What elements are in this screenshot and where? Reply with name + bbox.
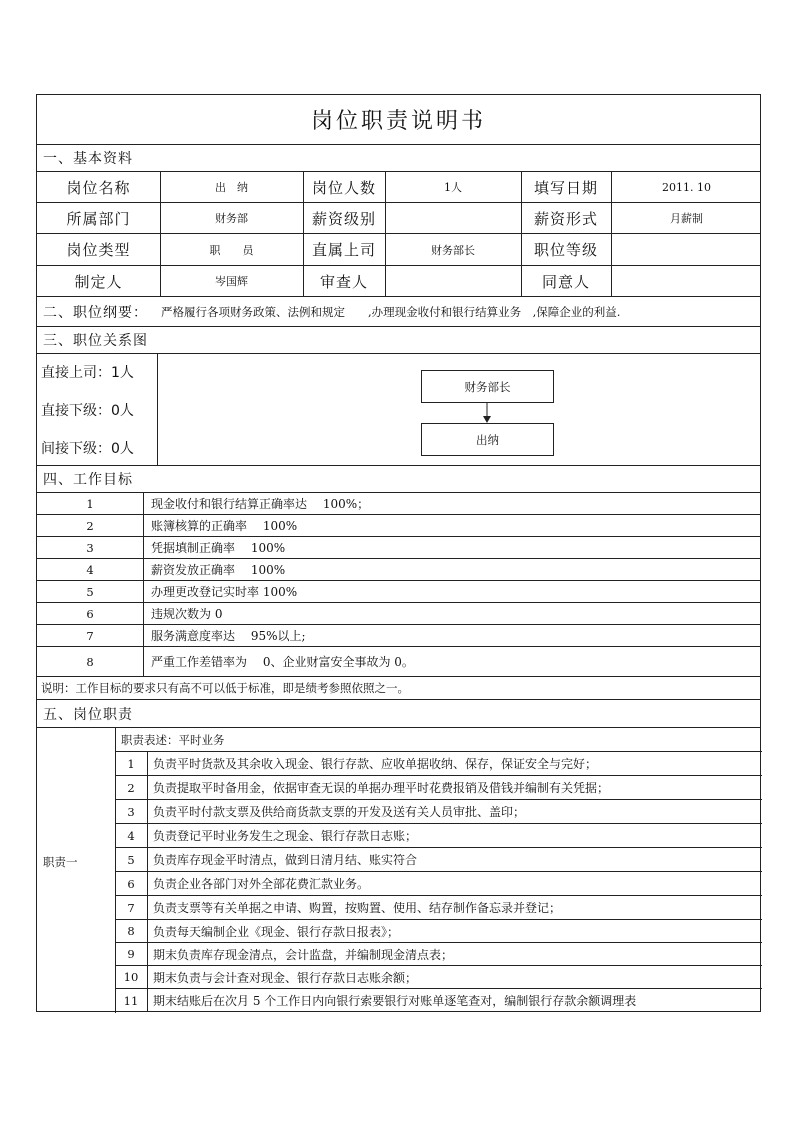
label-direct-superior: 直属上司 bbox=[311, 241, 376, 259]
label-position-grade: 职位等级 bbox=[533, 241, 598, 259]
value-department: 财务部 bbox=[215, 212, 248, 225]
section-basic-info bbox=[37, 145, 760, 172]
duty-text: 负责平时货款及其余收入现金、银行存款、应收单据收纳、保存，保证安全与完好； bbox=[153, 757, 598, 771]
goal-text: 凭据填制正确率 100% bbox=[151, 541, 286, 555]
goal-text: 严重工作差错率为 0、企业财富安全事故为 0。 bbox=[151, 655, 414, 669]
duty-text: 负责企业各部门对外全部花费汇款业务。 bbox=[153, 877, 370, 891]
duty-number: 11 bbox=[123, 993, 139, 1008]
section-outline bbox=[37, 297, 760, 327]
duty-text: 负责登记平时业务发生之现金、银行存款日志账； bbox=[153, 829, 418, 843]
outline-text: 严格履行各项财务政策、法例和规定 ,办理现金收付和银行结算业务 ,保障企业的利益. bbox=[161, 304, 621, 319]
duty-row bbox=[115, 824, 762, 848]
goal-row bbox=[37, 581, 760, 603]
value-position-grade bbox=[611, 234, 762, 265]
duty-header: 职责表述：平时业务 bbox=[121, 732, 225, 747]
value-position-name: 出 纳 bbox=[215, 181, 248, 194]
duty-text: 负责库存现金平时清点，做到日清月结、账实符合 bbox=[153, 853, 418, 867]
section-heading: 三、职位关系图 bbox=[43, 333, 148, 349]
value-direct-superior: 财务部长 bbox=[431, 243, 475, 257]
duties-table bbox=[37, 728, 760, 1013]
section-heading: 五、岗位职责 bbox=[43, 706, 133, 723]
duty-number: 4 bbox=[127, 828, 135, 843]
duty-row bbox=[115, 896, 762, 920]
goal-row bbox=[37, 537, 760, 559]
goal-number: 1 bbox=[86, 496, 94, 511]
duty-text: 负责每天编制企业《现金、银行存款日报表》； bbox=[153, 924, 400, 939]
indirect-subordinate-count: 间接下级：0人 bbox=[41, 441, 134, 457]
duty-row bbox=[115, 989, 762, 1012]
label-salary-form: 薪资形式 bbox=[533, 209, 598, 228]
goals-note bbox=[37, 677, 760, 700]
job-description-document bbox=[36, 94, 761, 1012]
label-salary-level: 薪资级别 bbox=[311, 209, 376, 228]
duty-text: 负责提取平时备用金，依据审查无误的单据办理平时花费报销及借钱并编制有关凭据； bbox=[153, 781, 610, 795]
duty-number: 3 bbox=[127, 804, 135, 819]
goal-row bbox=[37, 515, 760, 537]
duty-row bbox=[115, 752, 762, 776]
label-headcount: 岗位人数 bbox=[311, 178, 376, 197]
goal-row bbox=[37, 647, 760, 677]
label-position-type: 岗位类型 bbox=[66, 241, 131, 259]
value-salary-level bbox=[385, 203, 521, 233]
section-relation bbox=[37, 327, 760, 354]
goal-text: 现金收付和银行结算正确率达 100%； bbox=[151, 497, 370, 511]
duty-number: 2 bbox=[127, 780, 135, 795]
duty-number: 1 bbox=[127, 756, 135, 771]
direct-subordinate-count: 直接下级：0人 bbox=[41, 403, 134, 419]
goal-number: 3 bbox=[86, 540, 94, 555]
value-reviewer bbox=[385, 266, 521, 296]
org-arrow-icon bbox=[477, 403, 497, 423]
goal-number: 5 bbox=[86, 584, 94, 599]
page-title: 岗位职责说明书 bbox=[310, 109, 486, 134]
value-author: 岑国辉 bbox=[215, 275, 248, 288]
org-box-self: 出纳 bbox=[421, 423, 554, 456]
duty-number: 10 bbox=[123, 970, 139, 984]
label-author: 制定人 bbox=[74, 272, 123, 291]
label-department: 所属部门 bbox=[66, 209, 131, 228]
duty-row bbox=[115, 943, 762, 966]
goal-text: 服务满意度率达 95%以上; bbox=[151, 629, 306, 643]
label-approver: 同意人 bbox=[541, 272, 590, 291]
org-box-superior: 财务部长 bbox=[421, 370, 554, 403]
goal-number: 7 bbox=[86, 628, 94, 643]
value-headcount: 1人 bbox=[444, 181, 462, 194]
section-heading: 四、工作目标 bbox=[43, 472, 133, 488]
goal-row bbox=[37, 493, 760, 515]
duty-number: 7 bbox=[127, 900, 135, 915]
duty-number: 5 bbox=[127, 852, 135, 867]
value-fill-date: 2011. 10 bbox=[662, 180, 711, 194]
goal-row bbox=[37, 559, 760, 581]
duty-row bbox=[115, 776, 762, 800]
note-text: 说明：工作目标的要求只有高不可以低于标准，即是绩考参照依照之一。 bbox=[41, 681, 409, 695]
duty-text: 负责平时付款支票及供给商货款支票的开发及送有关人员审批、盖印； bbox=[153, 805, 526, 819]
label-fill-date: 填写日期 bbox=[533, 178, 598, 197]
duty-row bbox=[115, 800, 762, 824]
section-duties bbox=[37, 700, 760, 728]
duty-number: 8 bbox=[127, 924, 135, 938]
goal-number: 4 bbox=[86, 562, 94, 577]
basic-row-4 bbox=[37, 266, 760, 297]
title-row bbox=[37, 95, 760, 145]
duty-text: 期末结账后在次月 5 个工作日内向银行索要银行对账单逐笔查对，编制银行存款余额调理表 bbox=[153, 994, 637, 1008]
direct-superior-count: 直接上司：1人 bbox=[41, 365, 134, 381]
value-salary-form: 月薪制 bbox=[670, 212, 703, 225]
duty-number: 9 bbox=[127, 947, 135, 961]
goal-text: 账簿核算的正确率 100% bbox=[151, 519, 298, 533]
duty-text: 负责支票等有关单据之申请、购置，按购置、使用、结存制作备忘录并登记； bbox=[153, 901, 562, 915]
goal-number: 6 bbox=[86, 606, 94, 621]
basic-row-3 bbox=[37, 234, 760, 266]
goal-row bbox=[37, 603, 760, 625]
value-approver bbox=[611, 266, 762, 296]
goal-text: 薪资发放正确率 100% bbox=[151, 563, 286, 577]
basic-row-1 bbox=[37, 172, 760, 203]
duty-text: 期末负责库存现金清点，会计监盘，并编制现金清点表； bbox=[153, 947, 454, 962]
goal-row bbox=[37, 625, 760, 647]
duty-row bbox=[115, 966, 762, 989]
section-heading: 一、基本资料 bbox=[43, 151, 133, 167]
basic-row-2 bbox=[37, 203, 760, 234]
goal-text: 办理更改登记实时率 100% bbox=[151, 585, 298, 599]
value-position-type: 职 员 bbox=[209, 243, 254, 257]
duty-row bbox=[115, 872, 762, 896]
goal-text: 违规次数为 0 bbox=[151, 607, 223, 621]
duty-header-row bbox=[115, 728, 762, 752]
goal-number: 2 bbox=[86, 518, 94, 533]
duty-row bbox=[115, 920, 762, 943]
duty-text: 期末负责与会计查对现金、银行存款日志账余额； bbox=[153, 970, 418, 985]
relation-block bbox=[37, 354, 760, 466]
duty-side-label: 职责一 bbox=[43, 855, 78, 869]
label-reviewer: 审查人 bbox=[319, 272, 368, 291]
duty-row bbox=[115, 848, 762, 872]
section-goals bbox=[37, 466, 760, 493]
label-position-name: 岗位名称 bbox=[66, 178, 131, 197]
goal-number: 8 bbox=[86, 654, 94, 669]
duties-list bbox=[115, 728, 762, 1013]
section-heading: 二、职位纲要： bbox=[43, 304, 148, 321]
duty-number: 6 bbox=[127, 876, 135, 891]
